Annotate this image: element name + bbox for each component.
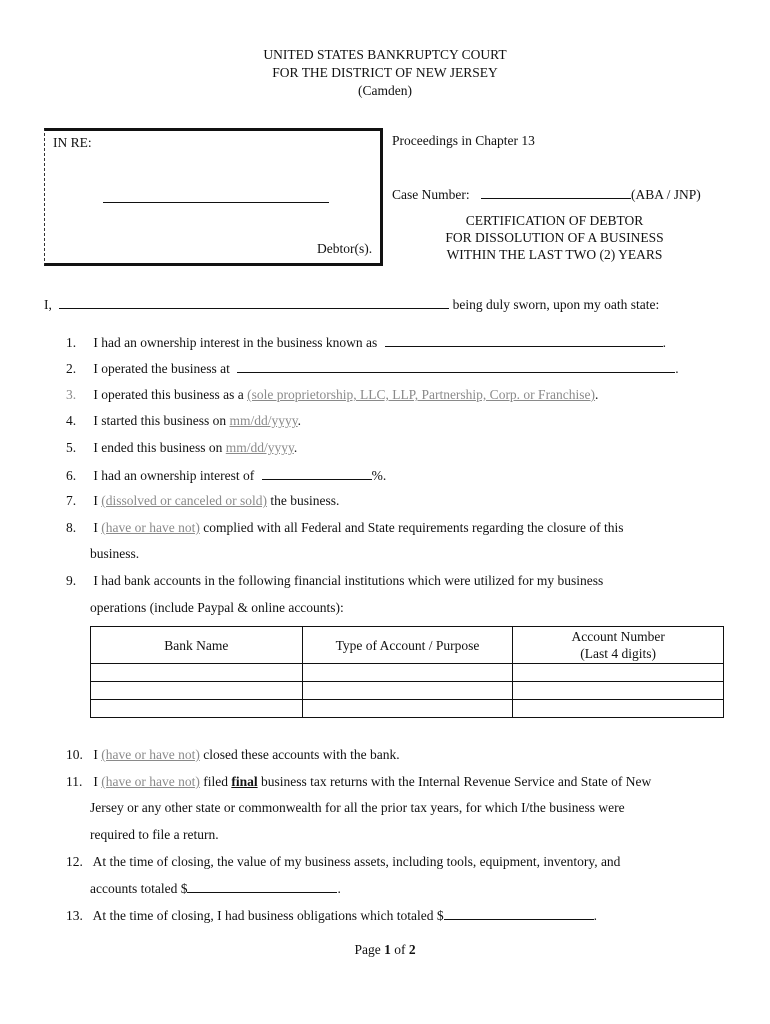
item-8 [66,520,746,536]
item-number: 6. [66,468,77,483]
table-row [91,664,724,682]
item-text-line-2: accounts totaled $ [90,881,188,896]
item-2 [66,360,746,377]
item-text: I started this business on [93,413,227,428]
page-number [0,942,770,958]
table-row [91,700,724,718]
item-5 [66,440,746,456]
certification-title [392,212,717,263]
item-10 [66,747,746,763]
item-9-continuation: operations (include Paypal & online accounts): [90,600,344,615]
item-number: 10. [66,747,83,762]
business-address-field[interactable] [237,360,675,373]
item-text: I [93,774,98,789]
cert-title-line-1: CERTIFICATION OF DEBTOR [465,213,644,228]
item-number: 12. [66,854,83,869]
item-number: 11. [66,774,83,789]
oath-prefix: I, [44,297,52,312]
item-7 [66,493,746,509]
case-number-suffix: (ABA / JNP) [630,187,701,202]
item-text: I operated this business as a [93,387,244,402]
oath-statement [44,296,659,313]
oath-suffix: being duly sworn, upon my oath state: [452,297,660,312]
header-line-1: Account Number [571,629,665,644]
start-date-field[interactable]: mm/dd/yyyy [229,413,298,428]
item-number: 13. [66,908,83,923]
item-text-line-1: complied with all Federal and State requirements regarding the closure of this [203,520,624,535]
tax-returns-choice[interactable]: (have or have not) [101,774,200,789]
cert-title-line-2: FOR DISSOLUTION OF A BUSINESS [445,230,664,245]
item-text-filed: filed [203,774,228,789]
accounts-closed-choice[interactable]: (have or have not) [101,747,200,762]
district-name: FOR THE DISTRICT OF NEW JERSEY [272,65,498,80]
bank-name-cell[interactable] [91,664,303,682]
obligations-total-field[interactable] [444,907,594,920]
item-number: 3. [66,387,77,402]
item-text: I ended this business on [93,440,223,455]
column-header-bank-name: Bank Name [91,627,303,664]
case-number-row [392,186,701,203]
header-line-2: (Last 4 digits) [580,646,657,661]
account-type-cell[interactable] [302,700,513,718]
cert-title-line-3: WITHIN THE LAST TWO (2) YEARS [446,247,663,262]
case-number-label: Case Number: [392,187,470,202]
item-11-continuation-1: Jersey or any other state or commonwealth for all the prior tax years, for which I/the business were [90,800,625,815]
page-of: of [394,942,406,957]
item-number: 1. [66,335,77,350]
item-end: . [293,440,298,455]
column-header-account-type: Type of Account / Purpose [302,627,513,664]
item-4 [66,413,746,429]
item-end: . [662,335,666,350]
item-end: the business. [270,493,340,508]
bank-name-cell[interactable] [91,700,303,718]
caption-box [44,128,383,266]
item-end: . [593,908,597,923]
item-6 [66,467,746,484]
item-text-line-1: I had bank accounts in the following financial institutions which were utilized for my business [93,573,604,588]
affiant-name-field[interactable] [59,296,449,309]
business-type-choice[interactable]: (sole proprietorship, LLC, LLP, Partnership, Corp. or Franchise) [247,387,596,402]
assets-total-field[interactable] [187,880,337,893]
item-number: 5. [66,440,77,455]
column-header-account-number [513,627,724,664]
bank-accounts-table [90,626,724,718]
item-12-continuation [90,880,770,897]
compliance-choice[interactable]: (have or have not) [101,520,200,535]
item-number: 8. [66,520,77,535]
item-8-continuation: business. [90,546,140,561]
item-text-line-1: At the time of closing, the value of my business assets, including tools, equipment, inventory, and [92,854,621,869]
item-1 [66,334,746,351]
page-prefix: Page [354,942,381,957]
closure-type-choice[interactable]: (dissolved or canceled or sold) [101,493,267,508]
account-number-cell[interactable] [513,700,724,718]
court-name: UNITED STATES BANKRUPTCY COURT [263,47,507,62]
item-text: I had an ownership interest in the business known as [93,335,378,350]
item-text: I had an ownership interest of [93,468,255,483]
item-end: . [595,387,599,402]
item-end: closed these accounts with the bank. [203,747,400,762]
item-text: I [93,747,98,762]
item-text: I operated the business at [93,361,230,376]
current-page: 1 [384,942,391,957]
ownership-percent-field[interactable] [262,467,372,480]
final-emphasis: final [231,774,258,789]
item-end: . [675,361,679,376]
item-3 [66,387,746,403]
item-13 [66,907,746,924]
vicinage: (Camden) [358,83,412,98]
account-number-cell[interactable] [513,664,724,682]
item-end: . [337,881,341,896]
account-type-cell[interactable] [302,664,513,682]
item-number: 7. [66,493,77,508]
proceedings-chapter: Proceedings in Chapter 13 [392,133,535,148]
table-row [91,682,724,700]
item-11-continuation-2: required to file a return. [90,827,219,842]
item-9 [66,573,746,589]
bank-name-cell[interactable] [91,682,303,700]
account-type-cell[interactable] [302,682,513,700]
item-end: . [297,413,302,428]
total-pages: 2 [408,942,416,957]
item-text: I [93,520,98,535]
item-text: I [93,493,98,508]
item-number: 9. [66,573,77,588]
item-number: 4. [66,413,77,428]
table-header-row [91,627,724,664]
item-end: %. [371,468,387,483]
debtor-label: Debtor(s). [317,241,373,256]
case-number-field[interactable] [481,186,631,199]
item-number: 2. [66,361,77,376]
item-11 [66,774,746,790]
account-number-cell[interactable] [513,682,724,700]
debtor-name-field[interactable] [103,190,329,203]
item-12 [66,854,746,870]
item-text-line-1: business tax returns with the Internal Revenue Service and State of New [260,774,652,789]
item-text: At the time of closing, I had business obligations which totaled $ [92,908,444,923]
business-name-field[interactable] [385,334,663,347]
end-date-field[interactable]: mm/dd/yyyy [225,440,294,455]
in-re-label: IN RE: [53,135,92,150]
